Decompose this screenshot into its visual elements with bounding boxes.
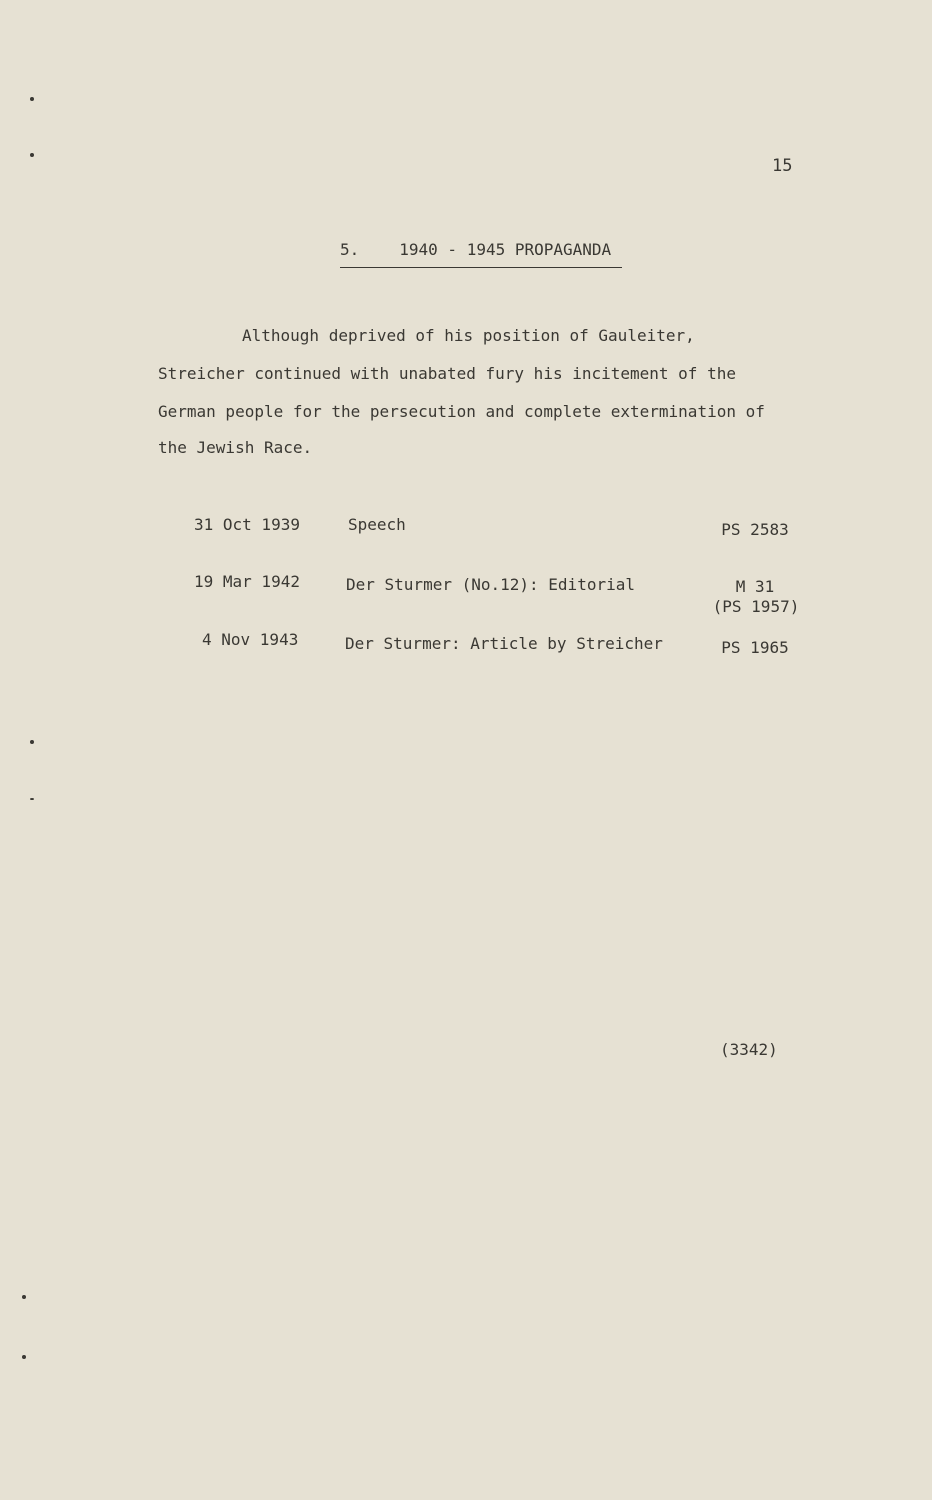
paragraph-line: the Jewish Race. <box>158 438 313 457</box>
section-number: 5. <box>340 240 360 259</box>
paragraph-line: German people for the persecution and complete extermination of <box>158 402 765 421</box>
entry-date: 19 Mar 1942 <box>194 572 300 591</box>
page-number: 15 <box>772 156 793 176</box>
entry-date: 4 Nov 1943 <box>202 630 299 649</box>
entry-description: Der Sturmer (No.12): Editorial <box>346 575 635 594</box>
entry-reference-secondary: (PS 1957) <box>712 597 800 616</box>
binding-hole-mark <box>30 97 34 101</box>
paragraph-line: Although deprived of his position of Gauleiter, <box>242 326 695 345</box>
section-heading <box>340 240 622 268</box>
binding-hole-mark <box>30 740 34 744</box>
binding-hole-mark <box>30 153 34 157</box>
paragraph-line: Streicher continued with unabated fury his incitement of the <box>158 364 736 383</box>
catalogue-number: (3342) <box>720 1040 778 1059</box>
entry-reference: M 31 <box>735 577 775 596</box>
binding-hole-mark <box>22 1295 26 1299</box>
section-title: 1940 - 1945 PROPAGANDA <box>399 240 612 259</box>
binding-hole-mark <box>22 1355 26 1359</box>
entry-description: Der Sturmer: Article by Streicher <box>345 634 663 653</box>
entry-description: Speech <box>348 515 406 534</box>
entry-reference: PS 1965 <box>721 638 789 657</box>
entry-date: 31 Oct 1939 <box>194 515 300 534</box>
binding-hole-mark <box>30 798 34 800</box>
entry-reference: PS 2583 <box>721 520 789 539</box>
